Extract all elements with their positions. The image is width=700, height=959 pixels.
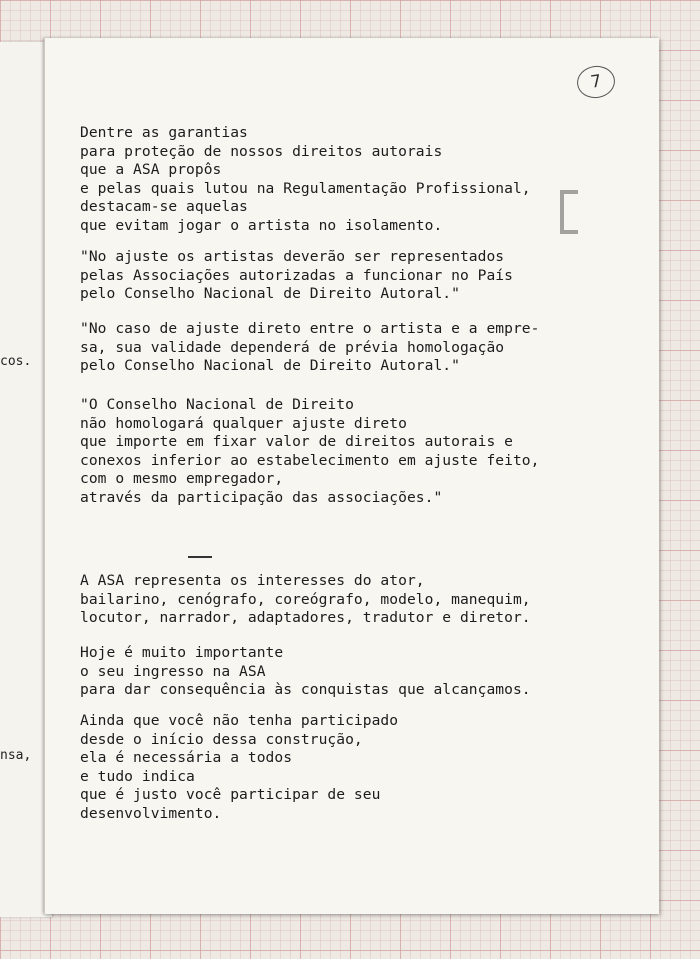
paragraph-quote-3: "O Conselho Nacional de Direito não homologará qualquer ajuste direto que importe em fixar valor de direitos autorais e conexos inferior ao estabelecimento em ajuste feito, com o mesmo empregador, através da participação das associações." [80,396,540,506]
paragraph-asa-represents: A ASA representa os interesses do ator, bailarino, cenógrafo, coreógrafo, modelo, manequim, locutor, narrador, adaptadores, tradutor e diretor. [80,572,531,627]
paragraph-quote-1: "No ajuste os artistas deverão ser representados pelas Associações autorizadas a funcionar no País pelo Conselho Nacional de Direito Autoral." [80,248,513,303]
paragraph-join-asa: Hoje é muito importante o seu ingresso na ASA para dar consequência às conquistas que alcançamos. [80,644,531,699]
section-divider [188,556,212,558]
page-number: 7 [575,64,617,101]
left-page-fragment: nsa, [0,748,32,763]
paragraph-quote-2: "No caso de ajuste direto entre o artista e a empre- sa, sua validade dependerá de prévia homologação pelo Conselho Nacional de Direito Autoral." [80,320,540,375]
show-through-mark [560,190,578,234]
paragraph-intro: Dentre as garantias para proteção de nossos direitos autorais que a ASA propôs e pelas quais lutou na Regulamentação Profissional, destacam-se aquelas que evitam jogar o artista no isolamento. [80,124,531,234]
left-page-fragment: cos. [0,354,32,369]
paragraph-closing: Ainda que você não tenha participado desde o início dessa construção, ela é necessária a todos e tudo indica que é justo você participar de seu desenvolvimento. [80,712,399,822]
